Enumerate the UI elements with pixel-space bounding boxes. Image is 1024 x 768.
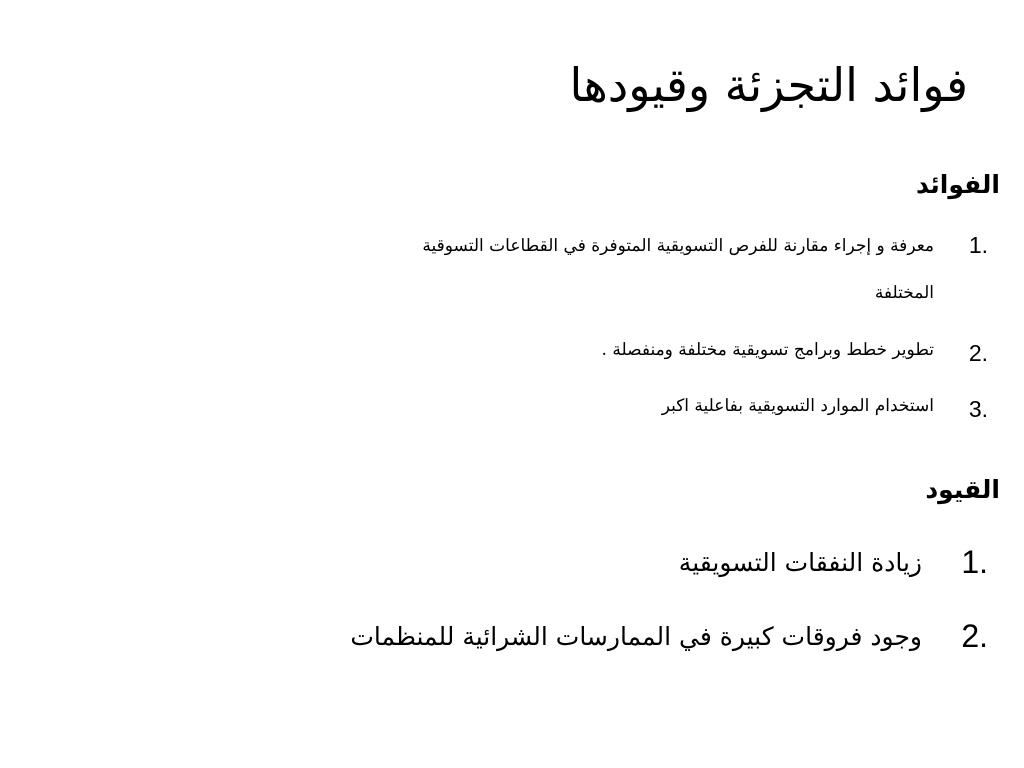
limitation-number-1: 1.	[961, 544, 988, 580]
benefit-item-1	[418, 232, 988, 317]
benefit-text-3: استخدام الموارد التسويقية بفاعلية اكبر	[661, 396, 934, 416]
limitation-item-1	[679, 544, 988, 581]
limitation-text-2: وجود فروقات كبيرة في الممارسات الشرائية للمنظمات	[350, 622, 922, 651]
limitations-heading: القيود	[925, 475, 1000, 504]
slide-title: فوائد التجزئة وقيودها	[569, 58, 968, 112]
limitation-number-2: 2.	[961, 618, 988, 654]
limitation-item-2	[350, 618, 988, 655]
benefit-text-2: تطوير خطط وبرامج تسويقية مختلفة ومنفصلة .	[601, 340, 934, 360]
limitation-text-1: زيادة النفقات التسويقية	[678, 548, 922, 577]
benefit-text-1: معرفة و إجراء مقارنة للفرص التسويقية المتوفرة في القطاعات التسوقية المختلفة	[422, 236, 934, 303]
benefit-number-2: 2.	[968, 340, 988, 366]
benefit-number-1: 1.	[968, 232, 988, 258]
benefit-item-2	[602, 340, 988, 367]
benefit-number-3: 3.	[968, 396, 988, 422]
benefit-item-3	[662, 396, 988, 423]
benefits-heading: الفوائد	[915, 170, 1000, 199]
